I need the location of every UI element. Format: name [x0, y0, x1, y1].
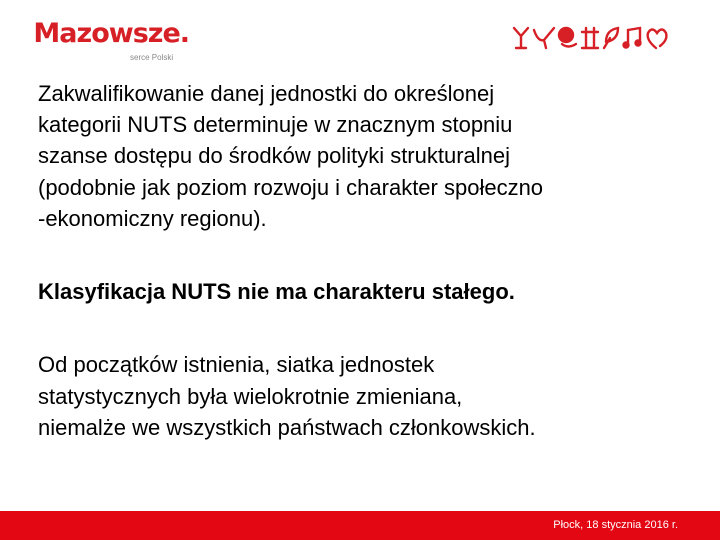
text-line: niemalże we wszystkich państwach członkowskich.	[38, 414, 536, 440]
mazowsze-logo	[24, 18, 224, 70]
text-line: statystycznych była wielokrotnie zmieniana,	[38, 383, 463, 409]
building-icon	[582, 28, 598, 48]
logo-wordmark-text: Mazowsze.	[33, 18, 190, 49]
footer-bar	[0, 511, 720, 540]
text-line: (podobnie jak poziom rozwoju i charakter społeczno	[38, 174, 544, 200]
text-line: szanse dostępu do środków polityki strukturalnej	[38, 143, 511, 169]
leaf-icon	[604, 28, 618, 48]
logo-tagline: serce Polski	[130, 53, 174, 62]
bird-icon	[534, 28, 554, 48]
text-line: Od początków istnienia, siatka jednostek	[38, 352, 435, 378]
cloud-icon	[559, 28, 576, 47]
text-line: kategorii NUTS determinuje w znacznym stopniu	[38, 112, 513, 138]
heart-icon	[648, 30, 667, 49]
header-icon-strip	[510, 22, 690, 52]
slide-body	[38, 78, 698, 443]
logo-wordmark	[24, 18, 189, 49]
text-line: Zakwalifikowanie danej jednostki do określonej	[38, 81, 495, 106]
text-line: -ekonomiczny regionu).	[38, 205, 267, 231]
tree-icon	[514, 28, 528, 48]
paragraph-nuts-classification	[38, 78, 698, 234]
paragraph-history	[38, 349, 698, 443]
footer-date: Płock, 18 stycznia 2016 r.	[553, 519, 678, 531]
music-icon	[624, 28, 641, 48]
paragraph-not-permanent: Klasyfikacja NUTS nie ma charakteru stałego.	[38, 279, 515, 305]
